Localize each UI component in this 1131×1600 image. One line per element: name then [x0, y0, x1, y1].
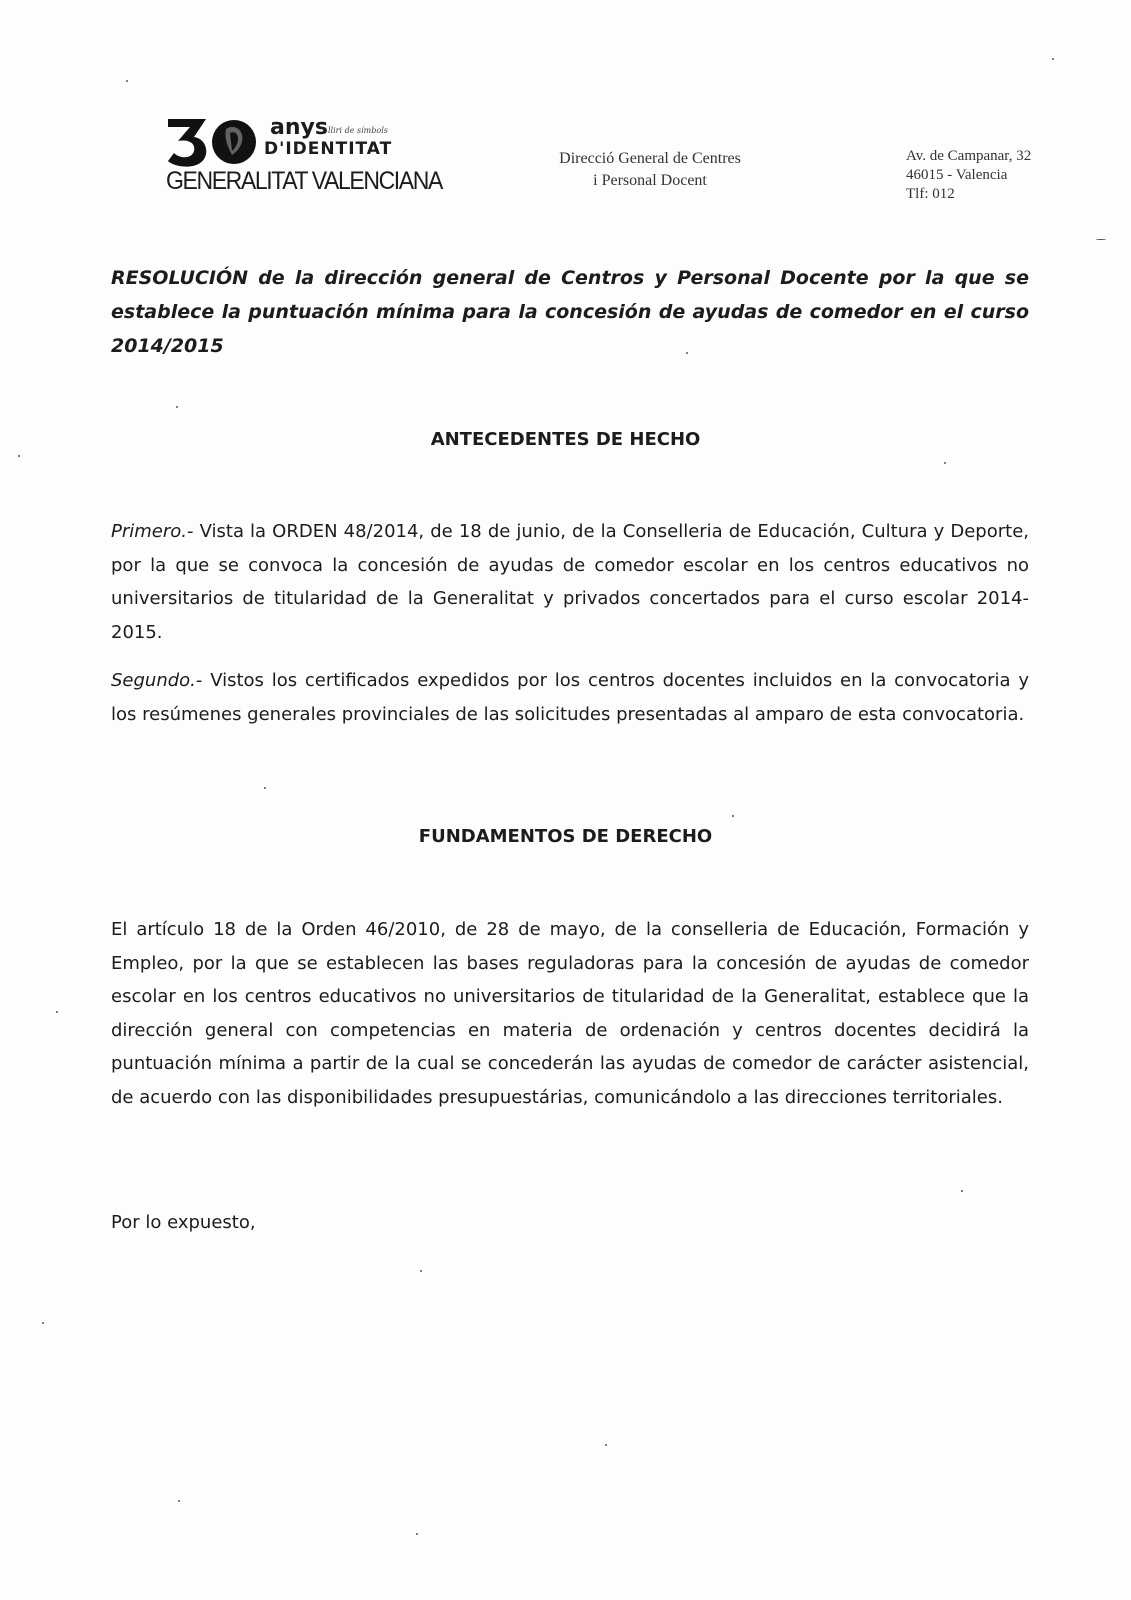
paragraph-segundo — [111, 664, 1029, 731]
resolution-title: RESOLUCIÓN de la dirección general de Centros y Personal Docente por la que se establece la puntuación mínima para la concesión de ayudas de comedor en el curso 2014/2015 — [111, 267, 1029, 357]
section-heading-fundamentos: FUNDAMENTOS DE DERECHO — [418, 826, 713, 847]
paragraph-fundamentos: El artículo 18 de la Orden 46/2010, de 28 de mayo, de la conselleria de Educación, Formación y Empleo, por la que se establecen las bases reguladoras para la concesión de ayudas de comedor escolar en los centros educativos no universitarios de titularidad de la Generalitat, establece que la dirección general con competencias en materia de ordenación y centros docentes decidirá la puntuación mínima a partir de la cual se concederán las ayudas de comedor de carácter asistencial, de acuerdo con las disponibilidades presupuestárias, comunicándolo a las direcciones territoriales. — [111, 919, 1029, 1108]
logo-anys-text: anys — [270, 115, 328, 140]
paragraph-primero — [111, 515, 1029, 649]
address-street: Av. de Campanar, 32 — [906, 148, 1032, 164]
paragraph-lead-primero: Primero. — [111, 521, 187, 542]
department-line-1: Direcció General de Centres — [559, 150, 741, 167]
address-block — [906, 147, 1066, 204]
paragraph-body-segundo: - Vistos los certificados expedidos por los centros docentes incluidos en la convocatoria y los resúmenes generales provinciales de las solicitudes presentadas al amparo de esta convocatoria. — [111, 670, 1029, 725]
address-phone: Tlf: 012 — [906, 186, 955, 202]
section-heading-antecedentes: ANTECEDENTES DE HECHO — [430, 429, 701, 450]
logo-organization-name: GENERALITAT VALENCIANA — [166, 167, 442, 195]
address-city: 46015 - Valencia — [906, 167, 1008, 183]
paragraph-body-primero: - Vista la ORDEN 48/2014, de 18 de junio, de la Conselleria de Educación, Cultura y Deporte, por la que se convoca la concesión de ayudas de comedor escolar en los centros educativos no universitarios de titularidad de la Generalitat y privados concertados para el curso escolar 2014-2015. — [111, 521, 1029, 643]
department-name — [530, 148, 770, 192]
closing-line: Por lo expuesto, — [111, 1212, 256, 1233]
paragraph-lead-segundo: Segundo. — [111, 670, 196, 691]
thirty-years-emblem — [166, 117, 256, 167]
department-line-2: i Personal Docent — [593, 172, 707, 189]
logo-tagline: lliri de símbols — [328, 126, 388, 135]
logo-identitat-text: D'IDENTITAT — [264, 139, 393, 159]
generalitat-logo — [166, 115, 442, 201]
